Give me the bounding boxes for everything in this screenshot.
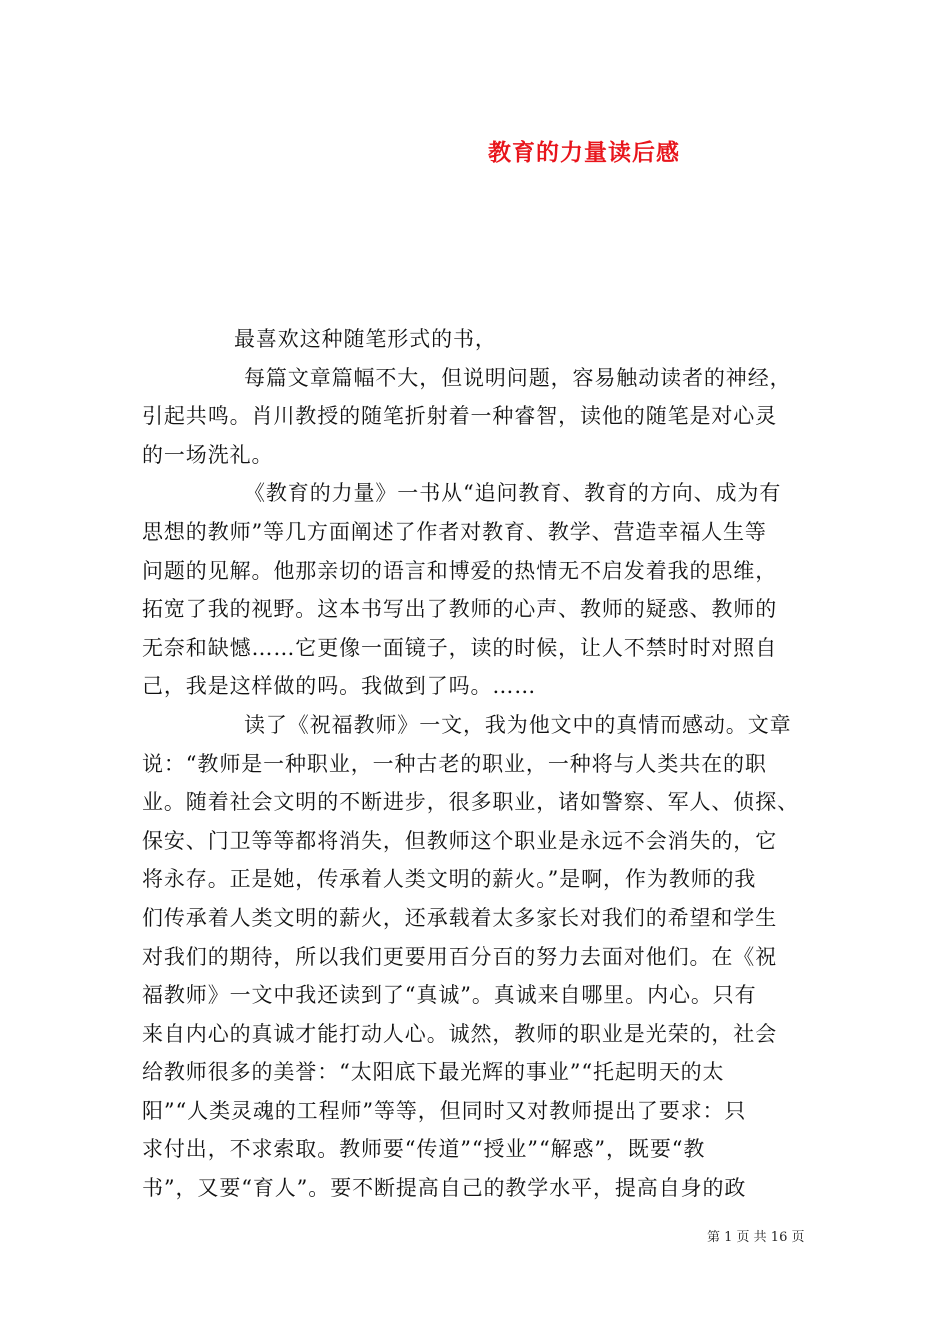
text-line: 思想的教师”等几方面阐述了作者对教育、教学、营造幸福人生等 xyxy=(142,519,767,544)
text-line: 每篇文章篇幅不大，但说明问题，容易触动读者的神经， xyxy=(244,365,792,390)
text-line: 说：“教师是一种职业，一种古老的职业，一种将与人类共在的职 xyxy=(142,751,767,776)
document-body xyxy=(142,320,814,1208)
text-line: 福教师》一文中我还读到了“真诚”。真诚来自哪里。内心。只有 xyxy=(142,983,757,1008)
text-line: 最喜欢这种随笔形式的书， xyxy=(234,327,497,351)
text-line: 对我们的期待，所以我们更要用百分百的努力去面对他们。在《祝 xyxy=(142,944,778,969)
document-title: 教育的力量读后感 xyxy=(488,139,680,166)
text-line: 的一场洗礼。 xyxy=(142,442,274,467)
text-line: 们传承着人类文明的薪火，还承载着太多家长对我们的希望和学生 xyxy=(142,905,778,930)
text-line: 引起共鸣。肖川教授的随笔折射着一种睿智，读他的随笔是对心灵 xyxy=(142,404,778,429)
text-line: 己，我是这样做的吗。我做到了吗。…… xyxy=(142,674,537,699)
text-line: 将永存。正是她，传承着人类文明的薪火。”是啊，作为教师的我 xyxy=(142,867,757,892)
text-line: 保安、门卫等等都将消失，但教师这个职业是永远不会消失的，它 xyxy=(142,828,778,853)
text-line: 求付出，不求索取。教师要“传道”“授业”“解惑”，既要“教 xyxy=(142,1137,706,1162)
text-line: 问题的见解。他那亲切的语言和博爱的热情无不启发着我的思维， xyxy=(142,558,778,583)
text-line: 阳”“人类灵魂的工程师”等等，但同时又对教师提出了要求：只 xyxy=(142,1098,747,1123)
text-line: 业。随着社会文明的不断进步，很多职业，诸如警察、军人、侦探、 xyxy=(142,790,799,815)
text-line: 给教师很多的美誉：“太阳底下最光辉的事业”“托起明天的太 xyxy=(142,1060,725,1085)
text-line: 读了《祝福教师》一文，我为他文中的真情而感动。文章 xyxy=(244,712,792,737)
page-number: 第 1 页 共 16 页 xyxy=(707,1230,805,1245)
text-line: 《教育的力量》一书从“追问教育、教育的方向、成为有 xyxy=(244,481,782,506)
text-line: 无奈和缺憾……它更像一面镜子，读的时候，让人不禁时时对照自 xyxy=(142,635,778,660)
text-line: 拓宽了我的视野。这本书写出了教师的心声、教师的疑惑、教师的 xyxy=(142,597,778,622)
text-line: 来自内心的真诚才能打动人心。诚然，教师的职业是光荣的，社会 xyxy=(142,1021,778,1046)
text-line: 书”，又要“育人”。要不断提高自己的教学水平，提高自身的政 xyxy=(142,1176,747,1201)
